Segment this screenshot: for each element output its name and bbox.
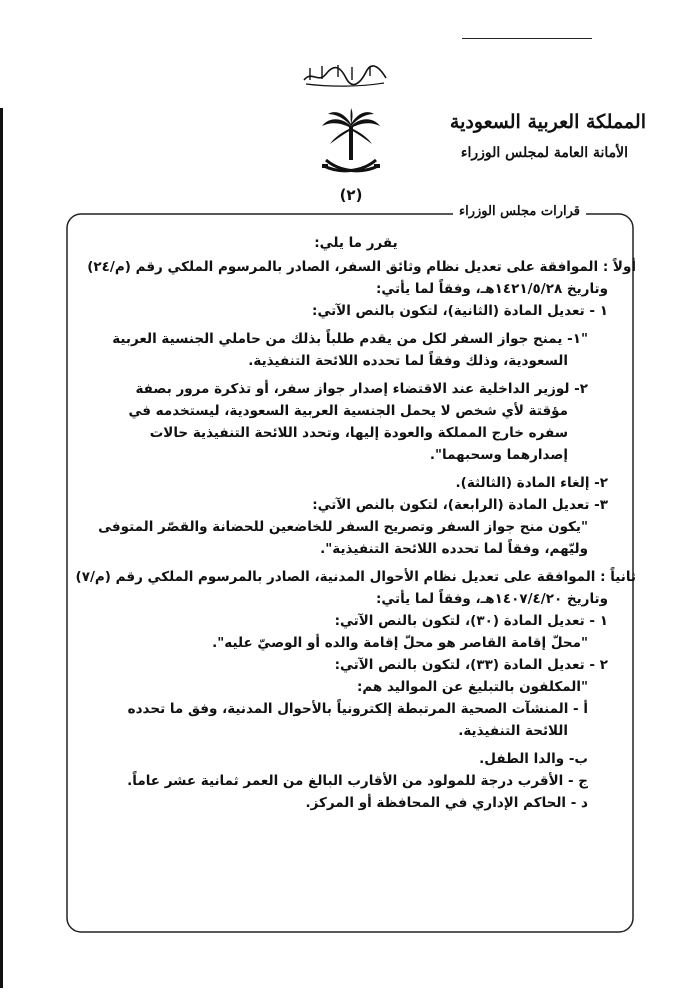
text-line: ثانياً : الموافقة على تعديل نظام الأحوال المدنية، الصادر بالمرسوم الملكي رقم (م/٧): [75, 569, 636, 585]
text-line: وتاريخ ١٤٠٧/٤/٢٠هـ، وفقاً لما يأتي:: [375, 591, 608, 607]
text-line: أ - المنشآت الصحية المرتبطة إلكترونياً بالأحوال المدنية، وفق ما تحدده: [127, 701, 588, 717]
text-line: ب- والدا الطفل.: [479, 751, 588, 767]
text-line: ٢- إلغاء المادة (الثالثة).: [455, 475, 608, 491]
text-line: "يكون منح جواز السفر وتصريح السفر للخاضعين للحضانة والقصّر المتوفى: [98, 519, 588, 535]
text-line: ٣- تعديل المادة (الرابعة)، لتكون بالنص الآتي:: [312, 497, 608, 513]
text-line: د - الحاكم الإداري في المحافظة أو المركز.: [305, 795, 588, 811]
text-line: السعودية، وذلك وفقاً لما تحدده اللائحة التنفيذية.: [248, 353, 568, 369]
kingdom-title: المملكة العربية السعودية: [449, 111, 646, 133]
letterhead: [436, 108, 646, 170]
text-line: ١ - تعديل المادة (الثانية)، لتكون بالنص الآتي:: [312, 303, 608, 319]
scan-edge-bar: [0, 108, 3, 988]
text-line: "المكلفون بالتبليغ عن المواليد هم:: [356, 679, 588, 695]
bismillah-calligraphy: [300, 60, 390, 88]
text-line: وتاريخ ١٤٢١/٥/٢٨هـ، وفقاً لما يأتي:: [375, 281, 608, 297]
secretariat-title: الأمانة العامة لمجلس الوزراء: [460, 145, 628, 161]
text-line: ج - الأقرب درجة للمولود من الأقارب البالغ من العمر ثمانية عشر عاماً.: [127, 773, 588, 789]
text-line: اللائحة التنفيذية.: [458, 723, 568, 739]
page-number: (٢): [339, 186, 363, 204]
text-line: "١- يمنح جواز السفر لكل من يقدم طلباً بذلك من حاملي الجنسية العربية: [112, 331, 588, 347]
decision-text: [72, 232, 640, 814]
section-label: قرارات مجلس الوزراء: [453, 203, 586, 221]
text-line: ٢ - تعديل المادة (٣٣)، لتكون بالنص الآتي:: [334, 657, 608, 673]
text-line: وليّهم، وفقاً لما تحدده اللائحة التنفيذية".: [320, 541, 588, 557]
text-line: إصدارهما وسحبهما".: [429, 447, 568, 463]
text-line: سفره خارج المملكة والعودة إليها، وتحدد اللائحة التنفيذية حالات: [149, 425, 568, 441]
text-line: ١ - تعديل المادة (٣٠)، لتكون بالنص الآتي:: [334, 613, 608, 629]
text-line: "محلّ إقامة القاصر هو محلّ إقامة والده أو الوصيّ عليه".: [212, 635, 588, 651]
text-line: أولاً : الموافقة على تعديل نظام وثائق السفر، الصادر بالمرسوم الملكي رقم (م/٢٤): [87, 259, 636, 275]
text-line: يقرر ما يلي:: [314, 235, 398, 251]
top-rule: [462, 38, 592, 39]
palm-and-swords-emblem: [320, 108, 382, 182]
text-line: ٢- لوزير الداخلية عند الاقتضاء إصدار جواز سفر، أو تذكرة مرور بصفة: [135, 381, 588, 397]
text-line: مؤقتة لأي شخص لا يحمل الجنسية العربية السعودية، ليستخدمه في: [128, 403, 568, 419]
